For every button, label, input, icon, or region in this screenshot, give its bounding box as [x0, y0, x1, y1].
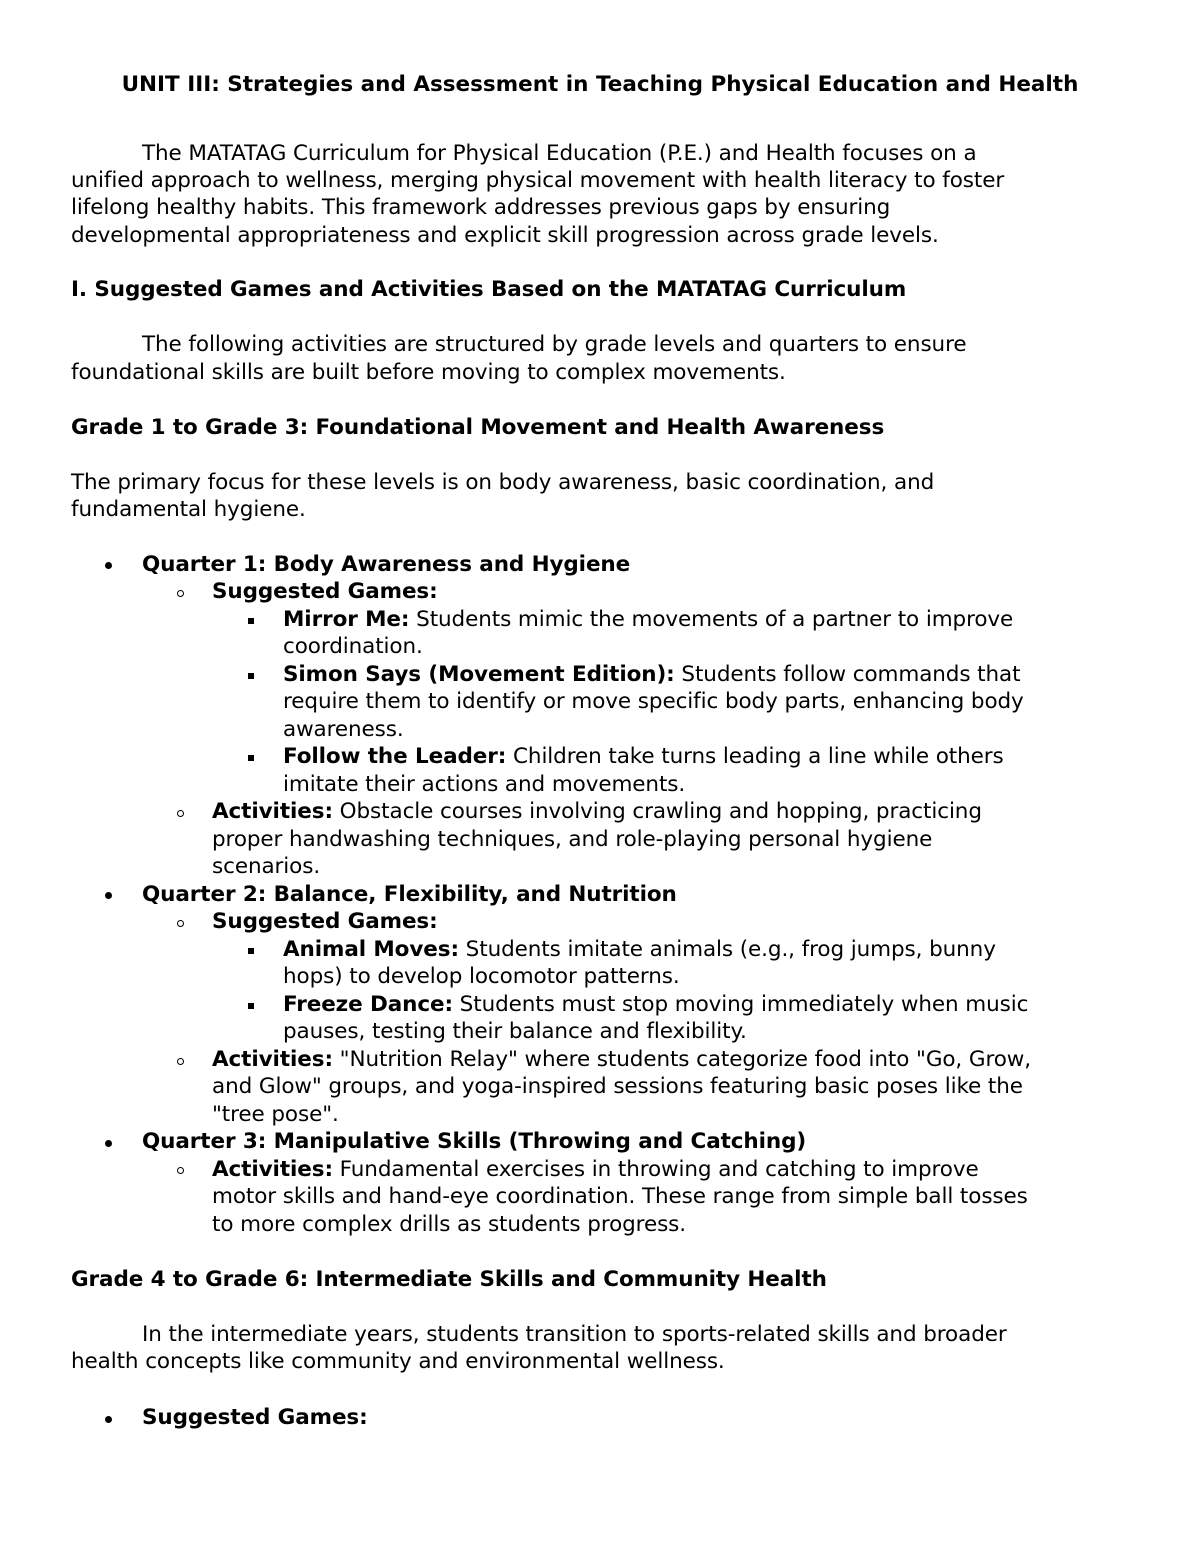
game-item-cont: pauses, testing their balance and flexibility.	[283, 1019, 747, 1044]
activities-item: Activities: "Nutrition Relay" where students categorize food into "Go, Grow,	[212, 1047, 1031, 1072]
games-label: Suggested Games:	[212, 909, 438, 934]
intro-line: developmental appropriateness and explicit skill progression across grade levels.	[71, 223, 939, 248]
quarter-label: Quarter 2: Balance, Flexibility, and Nutrition	[142, 882, 677, 907]
bullet-square-icon	[248, 673, 254, 679]
game-item: Follow the Leader: Children take turns leading a line while others	[283, 744, 1004, 769]
game-item: Animal Moves: Students imitate animals (e.g., frog jumps, bunny	[283, 937, 996, 962]
grade-intro-line: health concepts like community and environmental wellness.	[71, 1349, 725, 1374]
bullet-circle-icon	[177, 810, 184, 817]
grade-intro-line: The primary focus for these levels is on body awareness, basic coordination, and	[71, 470, 935, 495]
grade-intro-line: fundamental hygiene.	[71, 497, 306, 522]
bullet-square-icon	[248, 1003, 254, 1009]
bullet-circle-icon	[177, 1058, 184, 1065]
grade-heading: Grade 4 to Grade 6: Intermediate Skills and Community Health	[71, 1267, 827, 1292]
grade-heading: Grade 1 to Grade 3: Foundational Movement and Health Awareness	[71, 415, 885, 440]
bullet-disc-icon	[105, 1140, 112, 1147]
bullet-circle-icon	[177, 1167, 184, 1174]
game-item-cont: awareness.	[283, 717, 404, 742]
game-item: Simon Says (Movement Edition): Students follow commands that	[283, 662, 1021, 687]
game-item-cont: coordination.	[283, 634, 423, 659]
document-title: UNIT III: Strategies and Assessment in Teaching Physical Education and Health	[121, 72, 1079, 97]
activities-cont: "tree pose".	[212, 1102, 339, 1127]
section-intro-line: The following activities are structured by grade levels and quarters to ensure	[142, 332, 967, 357]
bullet-square-icon	[248, 948, 254, 954]
quarter-label: Quarter 1: Body Awareness and Hygiene	[142, 552, 631, 577]
bullet-circle-icon	[177, 920, 184, 927]
activities-cont: scenarios.	[212, 854, 321, 879]
game-item-cont: require them to identify or move specific body parts, enhancing body	[283, 689, 1024, 714]
activities-item: Activities: Fundamental exercises in throwing and catching to improve	[212, 1157, 979, 1182]
quarter-label: Quarter 3: Manipulative Skills (Throwing and Catching)	[142, 1129, 807, 1154]
game-item-cont: hops) to develop locomotor patterns.	[283, 964, 680, 989]
bullet-square-icon	[248, 618, 254, 624]
bullet-circle-icon	[177, 590, 184, 597]
intro-line: unified approach to wellness, merging physical movement with health literacy to foster	[71, 168, 1005, 193]
section-heading: I. Suggested Games and Activities Based on the MATATAG Curriculum	[71, 277, 907, 302]
grade-intro-line: In the intermediate years, students transition to sports-related skills and broader	[142, 1322, 1007, 1347]
intro-line: lifelong healthy habits. This framework addresses previous gaps by ensuring	[71, 195, 891, 220]
bullet-disc-icon	[105, 892, 112, 899]
game-item: Freeze Dance: Students must stop moving immediately when music	[283, 992, 1029, 1017]
games-label: Suggested Games:	[212, 579, 438, 604]
activities-cont: proper handwashing techniques, and role-playing personal hygiene	[212, 827, 933, 852]
bullet-disc-icon	[105, 1416, 112, 1423]
intro-line: The MATATAG Curriculum for Physical Education (P.E.) and Health focuses on a	[142, 141, 977, 166]
bullet-square-icon	[248, 755, 254, 761]
game-item-cont: imitate their actions and movements.	[283, 772, 686, 797]
activities-cont: motor skills and hand-eye coordination. These range from simple ball tosses	[212, 1184, 1028, 1209]
activities-item: Activities: Obstacle courses involving crawling and hopping, practicing	[212, 799, 982, 824]
game-item: Mirror Me: Students mimic the movements of a partner to improve	[283, 607, 1014, 632]
activities-cont: and Glow" groups, and yoga-inspired sessions featuring basic poses like the	[212, 1074, 1023, 1099]
activities-cont: to more complex drills as students progress.	[212, 1212, 687, 1237]
section-intro-line: foundational skills are built before moving to complex movements.	[71, 360, 786, 385]
bullet-disc-icon	[105, 562, 112, 569]
games-label: Suggested Games:	[142, 1405, 368, 1430]
